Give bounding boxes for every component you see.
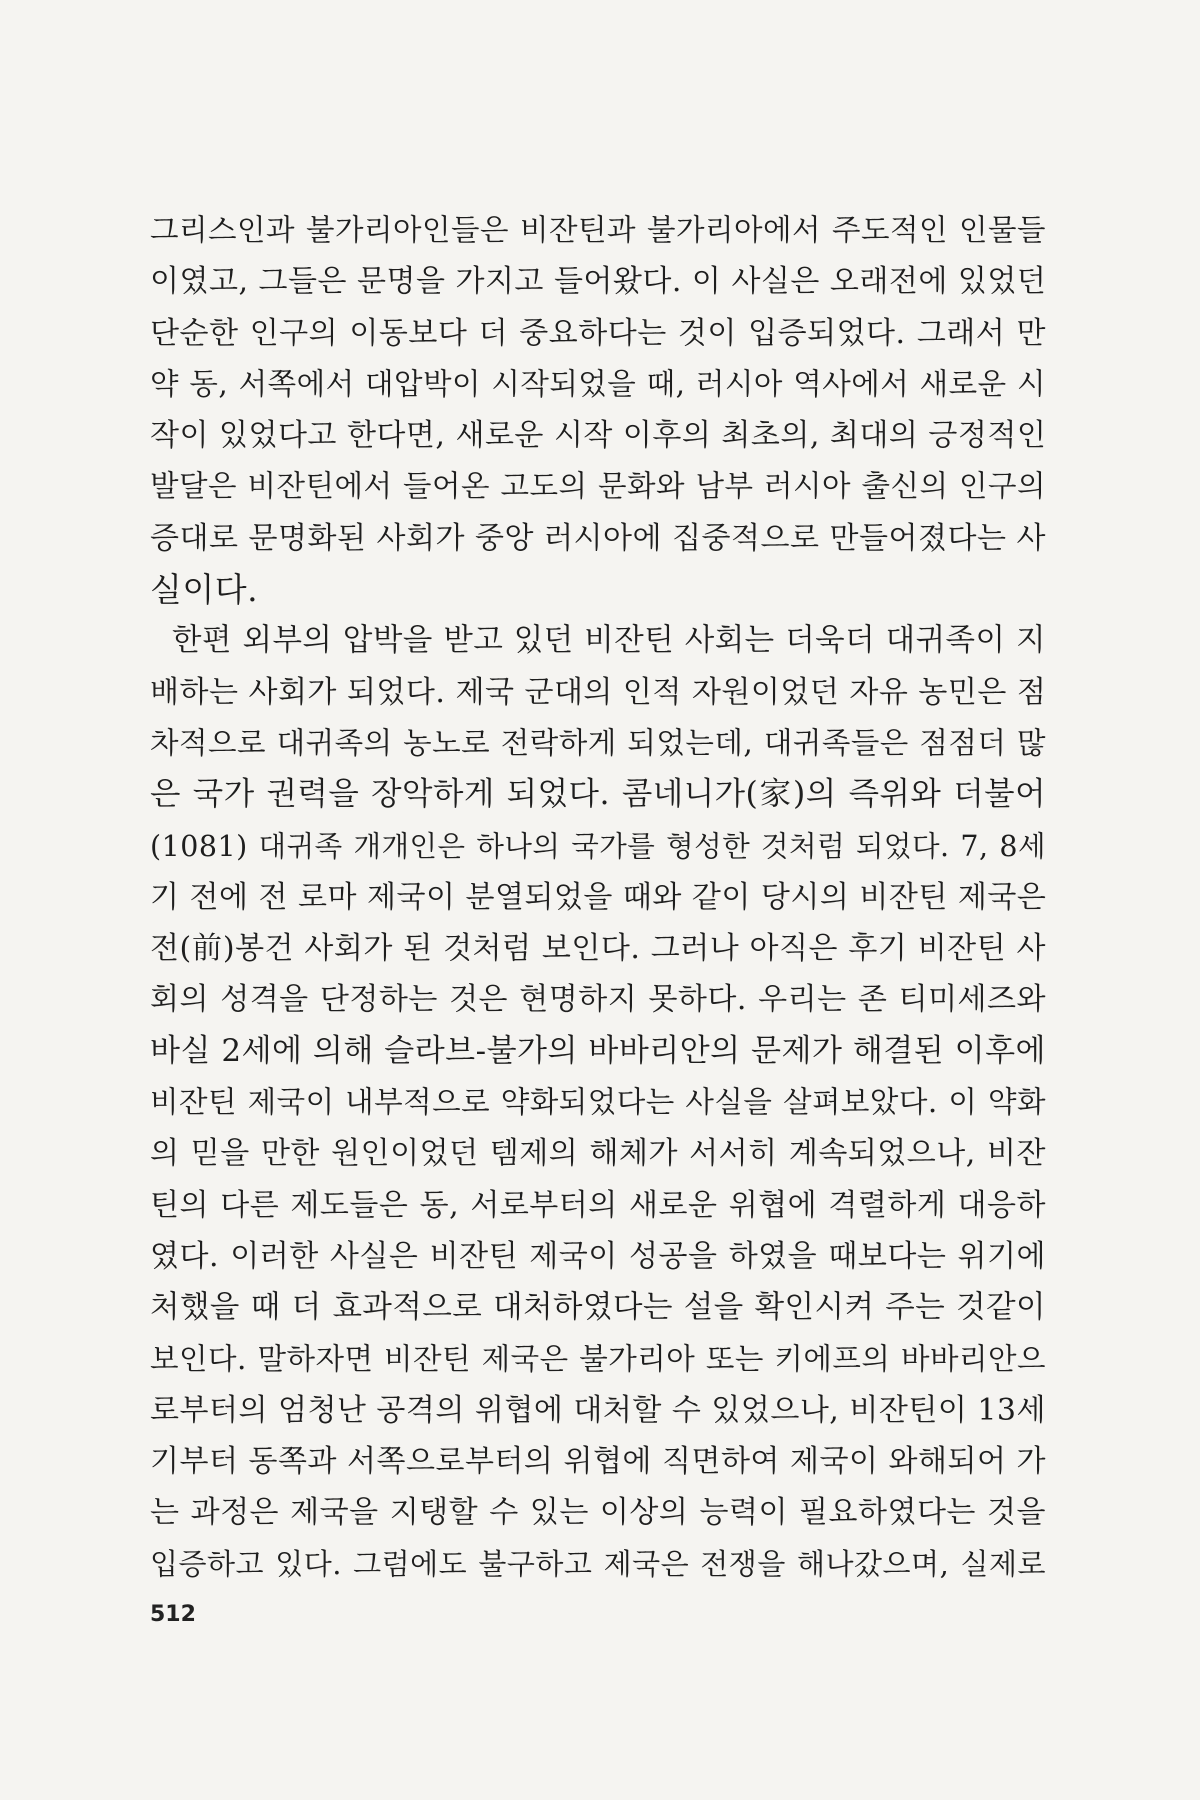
text-line: 작이 있었다고 한다면, 새로운 시작 이후의 최초의, 최대의 긍정적인 (150, 418, 1047, 454)
text-line: 증대로 문명화된 사회가 중앙 러시아에 집중적으로 만들어졌다는 사 (150, 520, 1046, 556)
paragraph-2 (150, 615, 1046, 1590)
text-line: 였다. 이러한 사실은 비잔틴 제국이 성공을 하였을 때보다는 위기에 (150, 1238, 1046, 1274)
text-line: 단순한 인구의 이동보다 더 중요하다는 것이 입증되었다. 그래서 만 (150, 315, 1046, 351)
text-line: 기 전에 전 로마 제국이 분열되었을 때와 같이 당시의 비잔틴 제국은 (150, 879, 1047, 915)
text-line: 처했을 때 더 효과적으로 대처하였다는 설을 확인시켜 주는 것같이 (150, 1290, 1046, 1326)
page-number: 512 (150, 1602, 196, 1627)
text-line: 은 국가 권력을 장악하게 되었다. 콤네니가(家)의 즉위와 더불어 (150, 776, 1046, 813)
text-line: 는 과정은 제국을 지탱할 수 있는 이상의 능력이 필요하였다는 것을 (150, 1495, 1046, 1531)
text-line: 비잔틴 제국이 내부적으로 약화되었다는 사실을 살펴보았다. 이 약화 (150, 1085, 1046, 1120)
text-line: 실이다. (150, 570, 259, 610)
text-line: 입증하고 있다. 그럼에도 불구하고 제국은 전쟁을 해나갔으며, 실제로 (150, 1546, 1046, 1581)
text-line: 로부터의 엄청난 공격의 위협에 대처할 수 있었으나, 비잔틴이 13세 (150, 1392, 1046, 1428)
text-line: 회의 성격을 단정하는 것은 현명하지 못하다. 우리는 존 티미세즈와 (150, 982, 1046, 1018)
text-line: 이였고, 그들은 문명을 가지고 들어왔다. 이 사실은 오래전에 있었던 (150, 264, 1047, 300)
text-line: 차적으로 대귀족의 농노로 전락하게 되었는데, 대귀족들은 점점더 많 (150, 725, 1046, 760)
text-line: 전(前)봉건 사회가 된 것처럼 보인다. 그러나 아직은 후기 비잔틴 사 (150, 931, 1046, 967)
text-line: 보인다. 말하자면 비잔틴 제국은 불가리아 또는 키에프의 바바리안으 (150, 1341, 1046, 1376)
text-line: 바실 2세에 의해 슬라브-불가의 바바리안의 문제가 해결된 이후에 (150, 1032, 1046, 1069)
paragraph-1 (150, 205, 1046, 615)
body-text (150, 205, 1046, 1590)
text-line: 의 믿을 만한 원인이었던 템제의 해체가 서서히 계속되었으나, 비잔 (150, 1136, 1046, 1172)
text-line: 한편 외부의 압박을 받고 있던 비잔틴 사회는 더욱더 대귀족이 지 (172, 623, 1046, 659)
text-line: 약 동, 서쪽에서 대압박이 시작되었을 때, 러시아 역사에서 새로운 시 (150, 366, 1046, 401)
text-line: 발달은 비잔틴에서 들어온 고도의 문화와 남부 러시아 출신의 인구의 (150, 469, 1046, 504)
text-line: 배하는 사회가 되었다. 제국 군대의 인적 자원이었던 자유 농민은 점 (150, 674, 1047, 710)
text-line: 그리스인과 불가리아인들은 비잔틴과 불가리아에서 주도적인 인물들 (150, 213, 1046, 247)
text-line: (1081) 대귀족 개개인은 하나의 국가를 형성한 것처럼 되었다. 7, 8세 (150, 829, 1046, 863)
text-line: 기부터 동쪽과 서쪽으로부터의 위협에 직면하여 제국이 와해되어 가 (150, 1444, 1046, 1480)
text-line: 틴의 다른 제도들은 동, 서로부터의 새로운 위협에 격렬하게 대응하 (150, 1187, 1046, 1223)
